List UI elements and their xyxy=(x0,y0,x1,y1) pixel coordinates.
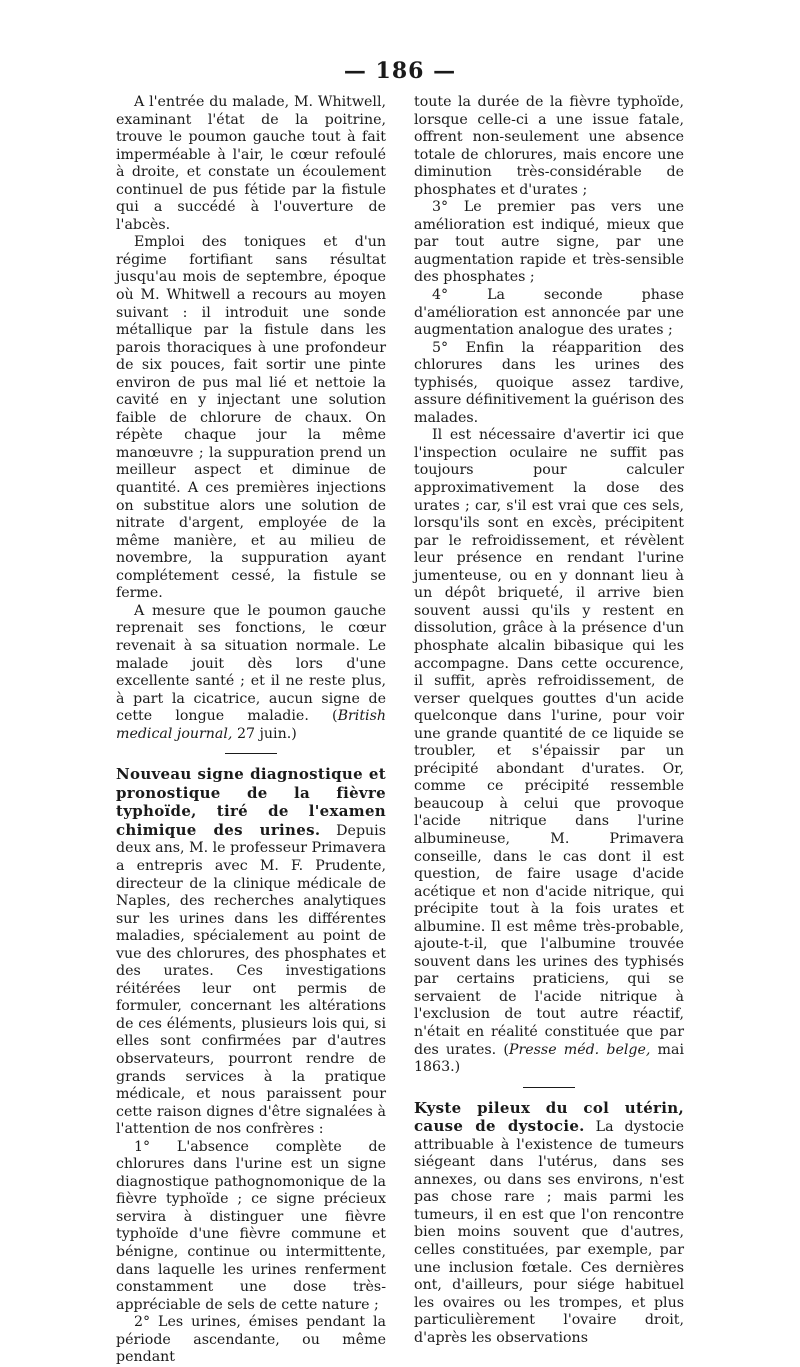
article-intro-cyst: La dystocie attribuable à l'existence de tumeurs siégeant dans l'utérus, dans ses annexes, ou dans ses environs, n'est pas chose rare ; mais parmi les tumeurs, il en est que l'on rencontre bien moins souvent que d'autres, celles constituées, par exemple, par une inclusion fœtale. Ces dernières ont, d'ailleurs, pour siége habituel les ovaires ou les trompes, et plus particulièrement l'ovaire droit, d'après les observations xyxy=(414,1119,684,1346)
paragraph-law-1: 1° L'absence complète de chlorures dans l'urine est un signe diagnostique pathognomonique de la fièvre typhoïde ; ce signe précieux servira à distinguer une fièvre typhoïde d'une fièvre commune et bénigne, continue ou intermittente, dans laquelle les urines renferment constamment une dose très-appréciable de sels de cette nature ; xyxy=(116,1138,386,1313)
paragraph-recovery xyxy=(116,603,386,743)
article-heading-cyst: Kyste pileux du col utérin, cause de dystocie. xyxy=(414,1098,684,1136)
paragraph-law-2: 2° Les urines, émises pendant la période ascendante, ou même pendant xyxy=(116,1314,386,1366)
article-heading-typhoid: Nouveau signe diagnostique et pronostique de la fièvre typhoïde, tiré de l'examen chimique des urines. xyxy=(116,765,386,839)
citation-british-medical-journal: British medical journal, xyxy=(116,708,386,742)
paragraph-lung-exam: A l'entrée du malade, M. Whitwell, examinant l'état de la poitrine, trouve le poumon gauche tout à fait imperméable à l'air, le cœur refoulé à droite, et constate un écoulement continuel de pus fétide par la fistule qui a succédé à l'ouverture de l'abcès. xyxy=(116,94,386,233)
section-divider xyxy=(523,1087,575,1088)
paragraph-law-5: 5° Enfin la réapparition des chlorures dans les urines des typhisés, quoique assez tardive, assure définitivement la guérison des malades. xyxy=(414,339,684,426)
recovery-text: A mesure que le poumon gauche reprenait ses fonctions, le cœur revenait à sa situation normale. Le malade jouit dès lors d'une excellente santé ; et il ne reste plus, à part la cicatrice, aucun signe de cette longue maladie. ( xyxy=(116,602,386,725)
urates-text: Il est nécessaire d'avertir ici que l'inspection oculaire ne suffit pas toujours pour calculer approximativement la dose des urates ; car, s'il est vrai que ces sels, lorsqu'ils sont en excès, précipitent par le refroidissement, et révèlent leur présence en rendant l'urine jumenteuse, ou en y donnant lieu à un dépôt briqueté, il arrive bien souvent aussi qu'ils y restent en dissolution, grâce à la présence d'un phosphate alcalin bibasique qui les accompagne. Dans cette occurence, il suffit, après refroidissement, de verser quelques gouttes d'un acide quelconque dans l'urine, pour voir une grande quantité de ce liquide se troubler, et s'épaissir par un précipité abondant d'urates. Or, comme ce précipité ressemble beaucoup à celui que provoque l'acide nitrique dans l'urine albumineuse, M. Primavera conseille, dans le cas dont il est question, de faire usage d'acide acétique et non d'acide nitrique, qui précipite tout à la fois urates et albumine. Il est même très-probable, ajoute-t-il, que l'albumine trouvée souvent dans les urines des typhisés par certains praticiens, qui se servaient de l'acide nitrique à l'exclusion de tout autre réactif, n'était en réalité constituée que par des urates. ( xyxy=(414,427,684,1058)
article-intro-typhoid: Depuis deux ans, M. le professeur Primavera a entrepris avec M. F. Prudente, directeur de la clinique médicale de Naples, des recherches analytiques sur les urines dans les différentes maladies, spécialement au point de vue des chlorures, des phosphates et des urates. Ces investigations réitérées leur ont permis de formuler, concernant les altérations de ces éléments, plusieurs lois qui, si elles sont confirmées par d'autres observateurs, pourront rendre de grands services à la pratique médicale, et nous paraissent pour cette raison dignes d'être signalées à l'attention de nos confrères : xyxy=(116,822,386,1138)
paragraph-urates xyxy=(414,427,684,1076)
article-typhoid xyxy=(116,766,386,1138)
right-column xyxy=(414,94,684,1347)
paragraph-treatment: Emploi des toniques et d'un régime fortifiant sans résultat jusqu'au mois de septembre, époque où M. Whitwell a recours au moyen suivant : il introduit une sonde métallique par la fistule dans les parois thoraciques à une profondeur de six pouces, fait sortir une pinte environ de pus mal lié et nettoie la cavité en y injectant une solution faible de chlorure de chaux. On répète chaque jour la même manœuvre ; la suppuration prend un meilleur aspect et diminue de quantité. A ces premières injections on substitue alors une solution de nitrate d'argent, employée de la même manière, et au milieu de novembre, la suppuration ayant complétement cessé, la fistule se ferme. xyxy=(116,234,386,602)
citation-date: 27 juin.) xyxy=(232,725,297,742)
section-divider xyxy=(225,753,277,754)
left-column xyxy=(116,94,386,1367)
paragraph-law-2-cont: toute la durée de la fièvre typhoïde, lorsque celle-ci a une issue fatale, offrent non-seulement une absence totale de chlorures, mais encore une diminution très-considérable de phosphates et d'urates ; xyxy=(414,94,684,198)
page-number: — 186 — xyxy=(343,58,457,84)
paragraph-law-4: 4° La seconde phase d'amélioration est annoncée par une augmentation analogue des urates ; xyxy=(414,287,684,339)
citation-date-2: mai 1863.) xyxy=(414,1041,684,1076)
article-cyst xyxy=(414,1100,684,1348)
paragraph-law-3: 3° Le premier pas vers une amélioration est indiqué, mieux que par tout autre signe, par une augmentation rapide et très-sensible des phosphates ; xyxy=(414,199,684,286)
citation-presse-med-belge: Presse méd. belge, xyxy=(508,1041,651,1058)
